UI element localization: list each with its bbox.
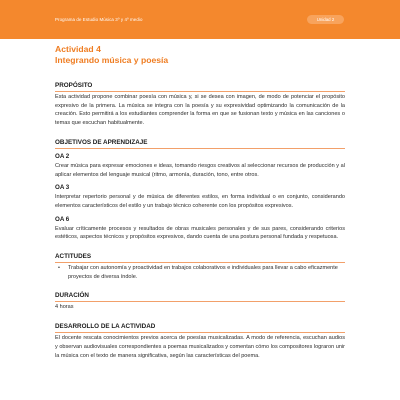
section-divider bbox=[55, 262, 345, 263]
oa-text: Crear música para expresar emociones e ideas, tomando riesgos creativos al seleccionar recursos de producción y al aplicar elementos del lenguaje musical (ritmo, armonía, duración, tono, entre otros. bbox=[55, 162, 345, 178]
oa-text: Evaluar críticamente procesos y resultados de obras musicales personales y de sus pares, considerando criterios estéticos, aspectos técnicos y propósitos expresivos, dando cuenta de una postura personal fundada y respetuosa. bbox=[55, 225, 345, 241]
list-item bbox=[55, 264, 345, 281]
section-divider bbox=[55, 91, 345, 92]
oa-text: Interpretar repertorio personal y de música de diferentes estilos, en forma individual o en conjunto, considerando elementos característicos del estilo y un trabajo técnico coherente con los propósitos expresivos. bbox=[55, 194, 345, 209]
section-heading-duracion: DURACIÓN bbox=[55, 292, 89, 300]
desarrollo-text: El docente rescata conocimientos previos acerca de poesías musicalizadas. A modo de referencia, escuchan audios y observan audiovisuales correspondientes a poemas musicalizados y comentan cómo los compositores lograron unir la música con el texto de manera significativa, según las características del poema. bbox=[55, 335, 345, 359]
oa-code: OA 6 bbox=[55, 215, 70, 223]
page-header bbox=[0, 0, 400, 39]
proposito-text: Esta actividad propone combinar poesía con música y, si se desea con imagen, de modo de potenciar el propósito expresivo de la primera. La música se integra con la poesía y su expresividad optimizando la comunicación de la creación. Esto permitirá a los estudiantes comprender la forma en que se fusionan texto y música en las canciones o temas que escuchan habitualmente. bbox=[55, 94, 345, 127]
document-body bbox=[55, 44, 345, 360]
section-heading-actitudes: ACTITUDES bbox=[55, 253, 92, 261]
activity-title: Integrando música y poesía bbox=[55, 55, 169, 65]
section-divider bbox=[55, 301, 345, 302]
section-divider bbox=[55, 148, 345, 149]
activity-number: Actividad 4 bbox=[55, 44, 101, 54]
duracion-text: 4 horas bbox=[55, 304, 74, 311]
unit-badge: Unidad 2 bbox=[307, 15, 344, 24]
oa-code: OA 3 bbox=[55, 184, 70, 192]
section-heading-desarrollo: DESARROLLO DE LA ACTIVIDAD bbox=[55, 323, 156, 331]
section-divider bbox=[55, 332, 345, 333]
bullet-icon: • bbox=[58, 265, 60, 272]
program-title: Programa de Estudio Música 3º y 4º medio bbox=[55, 17, 143, 22]
oa-code: OA 2 bbox=[55, 152, 70, 160]
section-heading-proposito: PROPÓSITO bbox=[55, 82, 93, 89]
section-heading-objetivos: OBJETIVOS DE APRENDIZAJE bbox=[55, 138, 148, 146]
actitud-text: Trabajar con autonomía y proactividad en trabajos colaborativos e individuales para llevar a cabo eficazmente proyectos de diversa índole. bbox=[68, 265, 338, 280]
